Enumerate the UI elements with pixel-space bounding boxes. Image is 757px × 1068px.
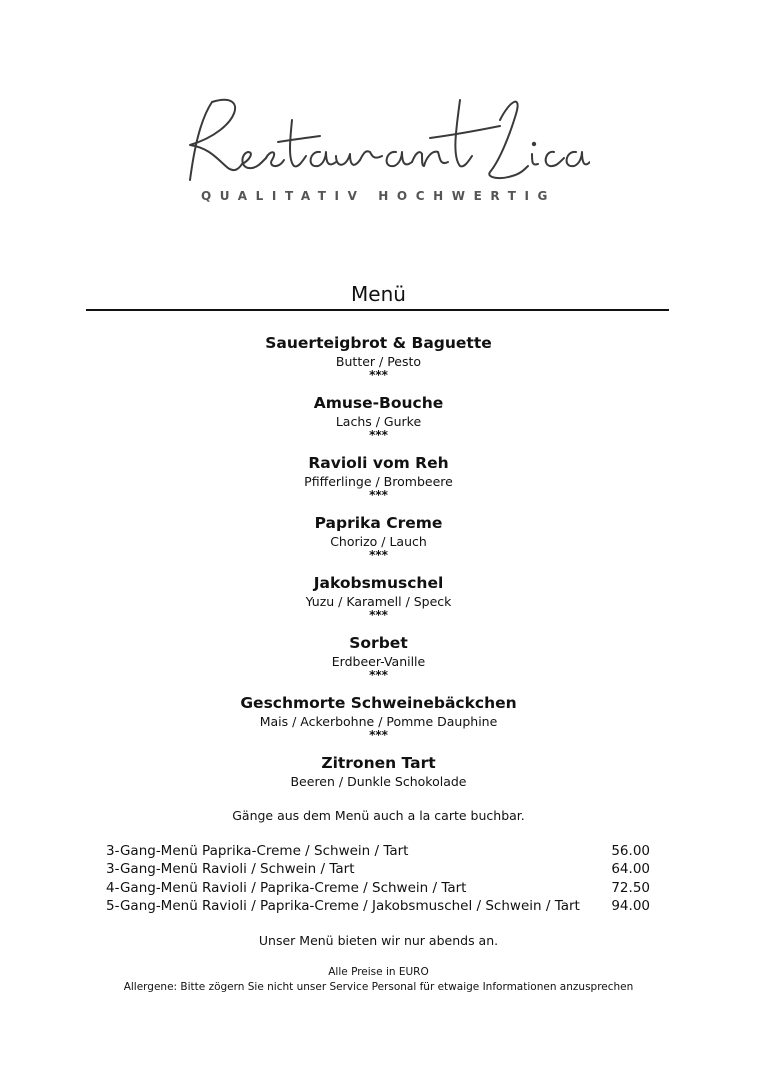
course-description: Lachs / Gurke <box>335 414 422 429</box>
course-name: Paprika Creme <box>314 514 443 532</box>
offer-label: 5-Gang-Menü Ravioli / Paprika-Creme / Jakobsmuschel / Schwein / Tart <box>106 897 580 914</box>
course-list <box>0 332 757 812</box>
course-description: Beeren / Dunkle Schokolade <box>290 774 467 789</box>
course-description: Pfifferlinge / Brombeere <box>304 474 453 489</box>
offer-label: 3-Gang-Menü Paprika-Creme / Schwein / Tart <box>106 843 409 859</box>
course-item <box>0 632 757 692</box>
course-item <box>0 452 757 512</box>
course-separator: *** <box>369 428 388 442</box>
course-name: Geschmorte Schweinebäckchen <box>240 694 517 712</box>
course-name: Sauerteigbrot & Baguette <box>265 334 492 352</box>
offer-price: 72.50 <box>611 879 650 896</box>
course-description: Yuzu / Karamell / Speck <box>305 594 452 609</box>
course-item <box>0 512 757 572</box>
course-separator: *** <box>369 728 388 742</box>
course-item <box>0 332 757 392</box>
restaurant-logo <box>0 85 757 215</box>
set-menu-price-list <box>106 842 650 915</box>
logo-script-wordmark <box>160 90 590 185</box>
course-item <box>0 392 757 452</box>
offer-price: 56.00 <box>611 843 650 859</box>
price-row <box>106 842 650 860</box>
course-separator: *** <box>369 368 388 382</box>
logo-tagline: QUALITATIV HOCHWERTIG <box>200 189 557 203</box>
course-separator: *** <box>369 488 388 502</box>
course-separator: *** <box>369 608 388 622</box>
page-title: Menü <box>351 282 406 306</box>
course-description: Mais / Ackerbohne / Pomme Dauphine <box>259 714 498 729</box>
title-divider <box>86 309 669 311</box>
course-separator: *** <box>369 668 388 682</box>
course-item <box>0 692 757 752</box>
offer-label: 4-Gang-Menü Ravioli / Paprika-Creme / Schwein / Tart <box>106 879 467 896</box>
evening-note: Unser Menü bieten wir nur abends an. <box>258 933 499 948</box>
course-name: Ravioli vom Reh <box>308 454 449 472</box>
course-description: Erdbeer-Vanille <box>331 654 426 669</box>
course-name: Zitronen Tart <box>321 754 436 772</box>
course-name: Amuse-Bouche <box>313 394 444 412</box>
offer-price: 94.00 <box>611 897 650 914</box>
course-item <box>0 752 757 812</box>
allergen-note: Allergene: Bitte zögern Sie nicht unser Service Personal für etwaige Informationen anzusprechen <box>123 981 634 993</box>
price-row <box>106 897 650 915</box>
currency-note: Alle Preise in EURO <box>328 966 429 978</box>
course-description: Butter / Pesto <box>335 354 422 369</box>
course-description: Chorizo / Lauch <box>330 534 427 549</box>
course-item <box>0 572 757 632</box>
price-row <box>106 860 650 878</box>
price-row <box>106 879 650 897</box>
course-name: Jakobsmuschel <box>313 574 444 592</box>
course-separator: *** <box>369 548 388 562</box>
offer-label: 3-Gang-Menü Ravioli / Schwein / Tart <box>106 861 355 878</box>
offer-price: 64.00 <box>611 861 650 878</box>
a-la-carte-note: Gänge aus dem Menü auch a la carte buchbar. <box>232 808 525 823</box>
course-name: Sorbet <box>349 634 408 652</box>
